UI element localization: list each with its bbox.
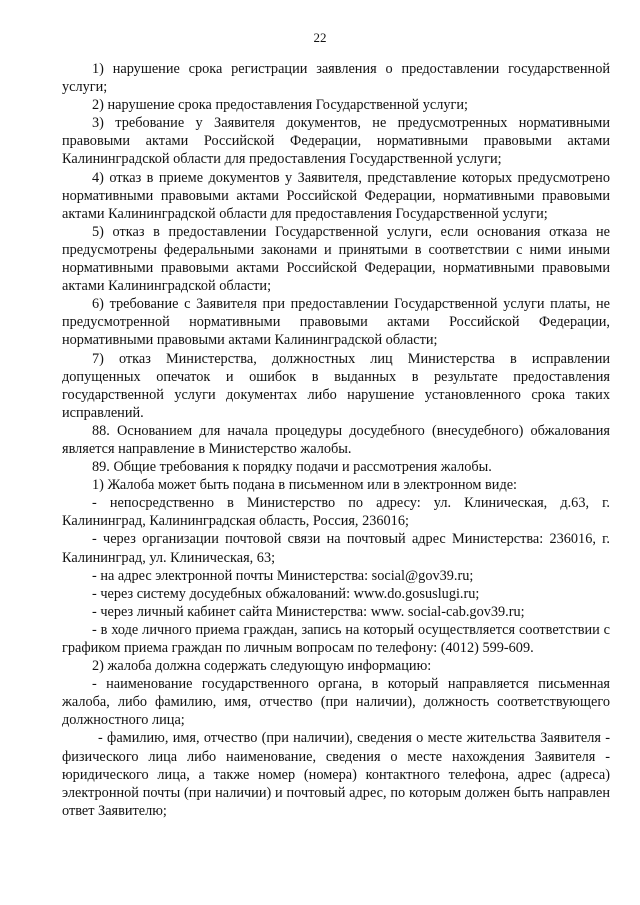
submission-personal-cabinet: - через личный кабинет сайта Министерства: www. social-cab.gov39.ru; — [92, 603, 525, 620]
submission-email: - на адрес электронной почты Министерства: social@gov39.ru; — [92, 567, 474, 584]
paragraph-89: 89. Общие требования к порядку подачи и рассмотрения жалобы. — [92, 459, 492, 476]
paragraph-88: 88. Основанием для начала процедуры досудебного (внесудебного) обжалования является направление в Министерство жалобы. — [62, 422, 610, 457]
paragraph-item-1: 1) нарушение срока регистрации заявления о предоставлении государственной услуги; — [62, 61, 610, 96]
paragraph-item-3: 3) требование у Заявителя документов, не предусмотренных нормативными правовыми актами Российской Федерации, нормативными правовыми актами Калининградской области для предоставления Государственной услуги; — [62, 115, 610, 168]
complaint-info-authority: - наименование государственного органа, в который направляется письменная жалоба, либо фамилию, имя, отчество (при наличии), должность соответствующего должностного лица; — [62, 676, 610, 729]
submission-post: - через организации почтовой связи на почтовый адрес Министерства: 236016, г. Калининград, ул. Клиническая, 63; — [62, 531, 610, 566]
paragraph-89-item-1: 1) Жалоба может быть подана в письменном или в электронном виде: — [92, 477, 518, 494]
paragraph-item-7: 7) отказ Министерства, должностных лиц Министерства в исправлении допущенных опечаток и ошибок в выданных в результате предоставления государственной услуги документах либо нарушение установленного срока таких исправлений. — [62, 350, 610, 421]
paragraph-89-item-2: 2) жалоба должна содержать следующую информацию: — [92, 658, 432, 675]
paragraph-item-5: 5) отказ в предоставлении Государственной услуги, если основания отказа не предусмотрены федеральными законами и принятыми в соответствии с ними иными нормативными правовыми актами Российской Федерации, нормативными правовыми актами Калининградской области; — [62, 223, 610, 295]
paragraph-item-4: 4) отказ в приеме документов у Заявителя, представление которых предусмотрено нормативными правовыми актами Российской Федерации, нормативными правовыми актами Калининградской области для предоставления Государственной услуги; — [62, 169, 610, 222]
complaint-info-applicant: - фамилию, имя, отчество (при наличии), сведения о месте жительства Заявителя - физического лица либо наименование, сведения о месте нахождения Заявителя - юридического лица, а также номер (номера) контактного телефона, адрес (адреса) электронной почты (при наличии) и почтовый адрес, по которым должен быть направлен ответ Заявителю; — [62, 730, 610, 819]
document-body — [62, 60, 610, 820]
submission-pretrial-system: - через систему досудебных обжалований: www.do.gosuslugi.ru; — [92, 585, 480, 602]
paragraph-item-2: 2) нарушение срока предоставления Государственной услуги; — [92, 97, 469, 114]
submission-directly: - непосредственно в Министерство по адресу: ул. Клиническая, д.63, г. Калининград, Калининградская область, Россия, 236016; — [62, 495, 610, 530]
paragraph-item-6: 6) требование с Заявителя при предоставлении Государственной услуги платы, не предусмотренной нормативными правовыми актами Российской Федерации, нормативными правовыми актами Калининградской области; — [62, 296, 610, 349]
submission-personal-reception: - в ходе личного приема граждан, запись на который осуществляется соответствии с графиком приема граждан по личным вопросам по телефону: (4012) 599-609. — [62, 621, 610, 656]
page-number: 22 — [313, 30, 327, 45]
